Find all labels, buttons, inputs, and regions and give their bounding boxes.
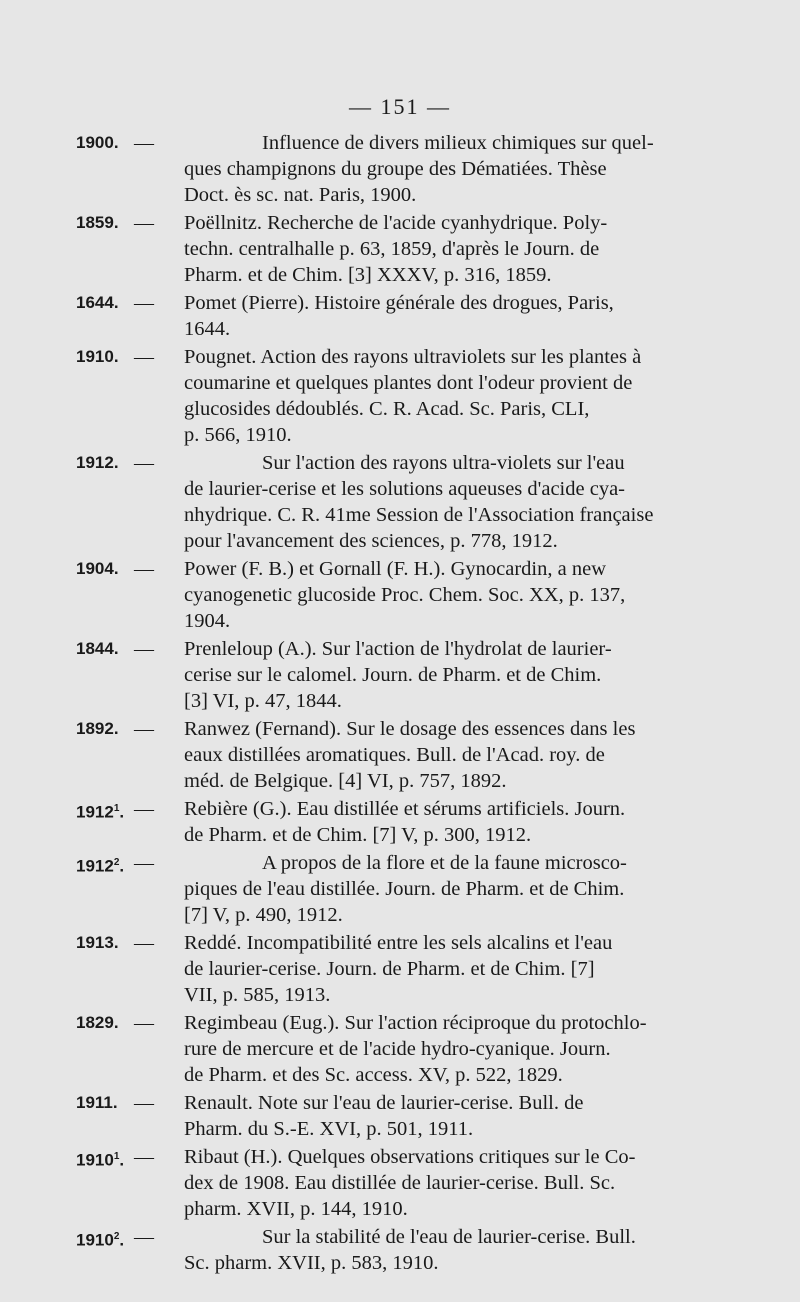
entry-year: 1912.	[76, 453, 119, 472]
entry-dash: —	[134, 132, 154, 154]
entry-year: 1912$^2$.	[76, 856, 125, 876]
bibliography-entry	[76, 1144, 686, 1222]
entry-year: 1644.	[76, 293, 119, 312]
entry-line: A propos de la flore et de la faune microsco-	[262, 852, 627, 874]
entry-line: pour l'avancement des sciences, p. 778, 1912.	[184, 530, 558, 552]
bibliography-entry	[76, 636, 686, 714]
entry-dash: —	[134, 1226, 154, 1248]
bibliography-entry	[76, 344, 686, 448]
bibliography-entry	[76, 930, 686, 1008]
entry-text	[184, 556, 686, 634]
entry-line: cyanogenetic glucoside Proc. Chem. Soc. XX, p. 137,	[184, 584, 626, 606]
entry-line: de laurier-cerise. Journ. de Pharm. et de Chim. [7]	[184, 958, 595, 980]
entry-line: nhydrique. C. R. 41me Session de l'Association française	[184, 504, 654, 526]
entry-year: 1910.	[76, 347, 119, 366]
entry-line: Doct. ès sc. nat. Paris, 1900.	[184, 184, 417, 206]
entry-text	[184, 290, 686, 342]
entry-line: méd. de Belgique. [4] VI, p. 757, 1892.	[184, 770, 507, 792]
entry-text	[184, 210, 686, 288]
entry-line: de laurier-cerise et les solutions aqueuses d'acide cya-	[184, 478, 626, 500]
entry-line: de Pharm. et des Sc. access. XV, p. 522, 1829.	[184, 1064, 563, 1086]
entry-line: Rebière (G.). Eau distillée et sérums artificiels. Journ.	[184, 798, 626, 820]
bibliography-entry	[76, 130, 686, 208]
entry-line: eaux distillées aromatiques. Bull. de l'Acad. roy. de	[184, 744, 605, 766]
entry-line: Pougnet. Action des rayons ultraviolets sur les plantes à	[184, 346, 642, 368]
bibliography-list	[76, 130, 686, 1278]
bibliography-entry	[76, 1090, 686, 1142]
entry-line: Prenleloup (A.). Sur l'action de l'hydrolat de laurier-	[184, 638, 612, 660]
entry-dash: —	[134, 1012, 154, 1034]
entry-line: Sur la stabilité de l'eau de laurier-cerise. Bull.	[262, 1226, 636, 1248]
entry-dash: —	[134, 932, 154, 954]
entry-line: [3] VI, p. 47, 1844.	[184, 690, 342, 712]
entry-line: Power (F. B.) et Gornall (F. H.). Gynocardin, a new	[184, 558, 607, 580]
entry-line: ques champignons du groupe des Dématiées. Thèse	[184, 158, 607, 180]
entry-dash: —	[134, 212, 154, 234]
entry-year: 1859.	[76, 213, 119, 232]
bibliography-entry	[76, 1224, 686, 1276]
entry-text	[184, 130, 686, 208]
entry-line: 1904.	[184, 610, 231, 632]
entry-line: rure de mercure et de l'acide hydro-cyanique. Journ.	[184, 1038, 611, 1060]
bibliography-entry	[76, 796, 686, 848]
entry-year: 1910$^1$.	[76, 1150, 125, 1170]
entry-line: Pharm. du S.-E. XVI, p. 501, 1911.	[184, 1118, 474, 1140]
entry-dash: —	[134, 292, 154, 314]
entry-year: 1911.	[76, 1093, 118, 1112]
entry-line: Ribaut (H.). Quelques observations critiques sur le Co-	[184, 1146, 636, 1168]
bibliography-entry	[76, 290, 686, 342]
entry-dash: —	[134, 452, 154, 474]
entry-year: 1900.	[76, 133, 119, 152]
entry-line: glucosides dédoublés. C. R. Acad. Sc. Paris, CLI,	[184, 398, 590, 420]
bibliography-entry	[76, 1010, 686, 1088]
bibliography-entry	[76, 556, 686, 634]
entry-text	[184, 930, 686, 1008]
entry-dash: —	[134, 718, 154, 740]
bibliography-entry	[76, 210, 686, 288]
entry-line: Ranwez (Fernand). Sur le dosage des essences dans les	[184, 718, 636, 740]
entry-line: dex de 1908. Eau distillée de laurier-cerise. Bull. Sc.	[184, 1172, 616, 1194]
entry-year: 1912$^1$.	[76, 802, 125, 822]
entry-line: Sur l'action des rayons ultra-violets sur l'eau	[262, 452, 625, 474]
entry-line: Reddé. Incompatibilité entre les sels alcalins et l'eau	[184, 932, 613, 954]
entry-line: p. 566, 1910.	[184, 424, 292, 446]
entry-dash: —	[134, 346, 154, 368]
entry-line: piques de l'eau distillée. Journ. de Pharm. et de Chim.	[184, 878, 625, 900]
entry-text	[184, 1224, 686, 1276]
entry-line: VII, p. 585, 1913.	[184, 984, 331, 1006]
entry-line: techn. centralhalle p. 63, 1859, d'après le Journ. de	[184, 238, 600, 260]
entry-dash: —	[134, 798, 154, 820]
entry-line: Pharm. et de Chim. [3] XXXV, p. 316, 1859.	[184, 264, 552, 286]
bibliography-entry	[76, 450, 686, 554]
entry-year: 1904.	[76, 559, 119, 578]
entry-line: Pomet (Pierre). Histoire générale des drogues, Paris,	[184, 292, 614, 314]
entry-line: coumarine et quelques plantes dont l'odeur provient de	[184, 372, 633, 394]
entry-text	[184, 796, 686, 848]
entry-text	[184, 850, 686, 928]
entry-dash: —	[134, 852, 154, 874]
bibliography-entry	[76, 716, 686, 794]
entry-year: 1829.	[76, 1013, 119, 1032]
entry-line: pharm. XVII, p. 144, 1910.	[184, 1198, 408, 1220]
entry-text	[184, 636, 686, 714]
entry-year: 1892.	[76, 719, 119, 738]
entry-text	[184, 344, 686, 448]
entry-dash: —	[134, 1092, 154, 1114]
entry-year: 1913.	[76, 933, 119, 952]
entry-dash: —	[134, 638, 154, 660]
entry-line: Regimbeau (Eug.). Sur l'action réciproque du protochlo-	[184, 1012, 647, 1034]
entry-dash: —	[134, 1146, 154, 1168]
entry-line: de Pharm. et de Chim. [7] V, p. 300, 1912.	[184, 824, 532, 846]
entry-text	[184, 1010, 686, 1088]
entry-year: 1910$^2$.	[76, 1230, 125, 1250]
entry-line: cerise sur le calomel. Journ. de Pharm. et de Chim.	[184, 664, 602, 686]
entry-line: [7] V, p. 490, 1912.	[184, 904, 343, 926]
entry-year: 1844.	[76, 639, 119, 658]
entry-text	[184, 1144, 686, 1222]
entry-line: Influence de divers milieux chimiques sur quel-	[262, 132, 654, 154]
entry-line: Sc. pharm. XVII, p. 583, 1910.	[184, 1252, 439, 1274]
entry-text	[184, 716, 686, 794]
entry-line: 1644.	[184, 318, 231, 340]
bibliography-entry	[76, 850, 686, 928]
entry-dash: —	[134, 558, 154, 580]
entry-line: Renault. Note sur l'eau de laurier-cerise. Bull. de	[184, 1092, 584, 1114]
page-number: — 151 —	[349, 94, 451, 119]
entry-text	[184, 1090, 686, 1142]
entry-text	[184, 450, 686, 554]
entry-line: Poëllnitz. Recherche de l'acide cyanhydrique. Poly-	[184, 212, 608, 234]
